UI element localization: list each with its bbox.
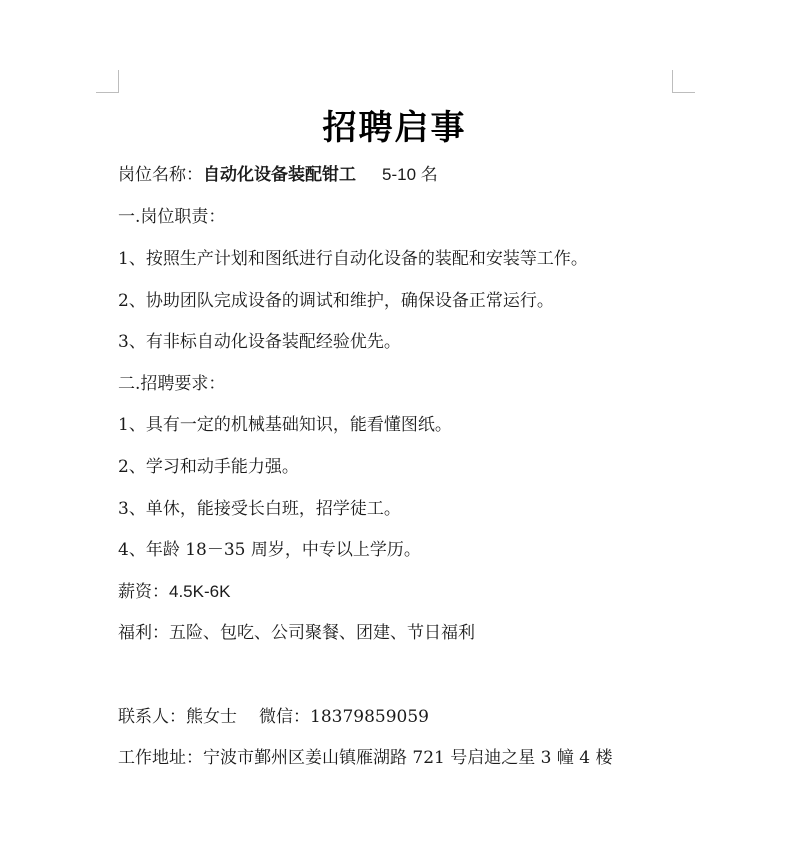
salary-label: 薪资： xyxy=(118,582,169,602)
duty-item: 2、协助团队完成设备的调试和维护，确保设备正常运行。 xyxy=(118,291,554,311)
address-line: 工作地址：宁波市鄞州区姜山镇雁湖路 721 号启迪之星 3 幢 4 楼 xyxy=(118,748,613,768)
contact-person: 联系人：熊女士 xyxy=(118,707,237,727)
position-label: 岗位名称： xyxy=(118,165,203,185)
contact-line xyxy=(118,706,429,728)
position-count: 5-10 名 xyxy=(382,165,438,184)
page-title: 招聘启事 xyxy=(322,108,467,148)
requirement-item: 3、单休，能接受长白班，招学徒工。 xyxy=(118,499,401,519)
duty-item: 1、按照生产计划和图纸进行自动化设备的装配和安装等工作。 xyxy=(118,249,588,269)
crop-mark-top-left xyxy=(96,70,119,93)
requirement-item: 4、年龄 18－35 周岁，中专以上学历。 xyxy=(118,540,421,560)
salary-value: 4.5K-6K xyxy=(169,582,231,601)
benefits-line: 福利：五险、包吃、公司聚餐、团建、节日福利 xyxy=(118,623,475,643)
position-line xyxy=(118,164,438,186)
salary-line xyxy=(118,581,230,603)
requirement-item: 2、学习和动手能力强。 xyxy=(118,457,299,477)
requirement-item: 1、具有一定的机械基础知识，能看懂图纸。 xyxy=(118,415,452,435)
duty-item: 3、有非标自动化设备装配经验优先。 xyxy=(118,332,401,352)
position-name: 自动化设备装配钳工 xyxy=(203,165,356,185)
crop-mark-top-right xyxy=(672,70,695,93)
duties-heading: 一.岗位职责： xyxy=(118,207,226,227)
contact-wechat: 微信：18379859059 xyxy=(259,707,429,727)
requirements-heading: 二.招聘要求： xyxy=(118,374,226,394)
